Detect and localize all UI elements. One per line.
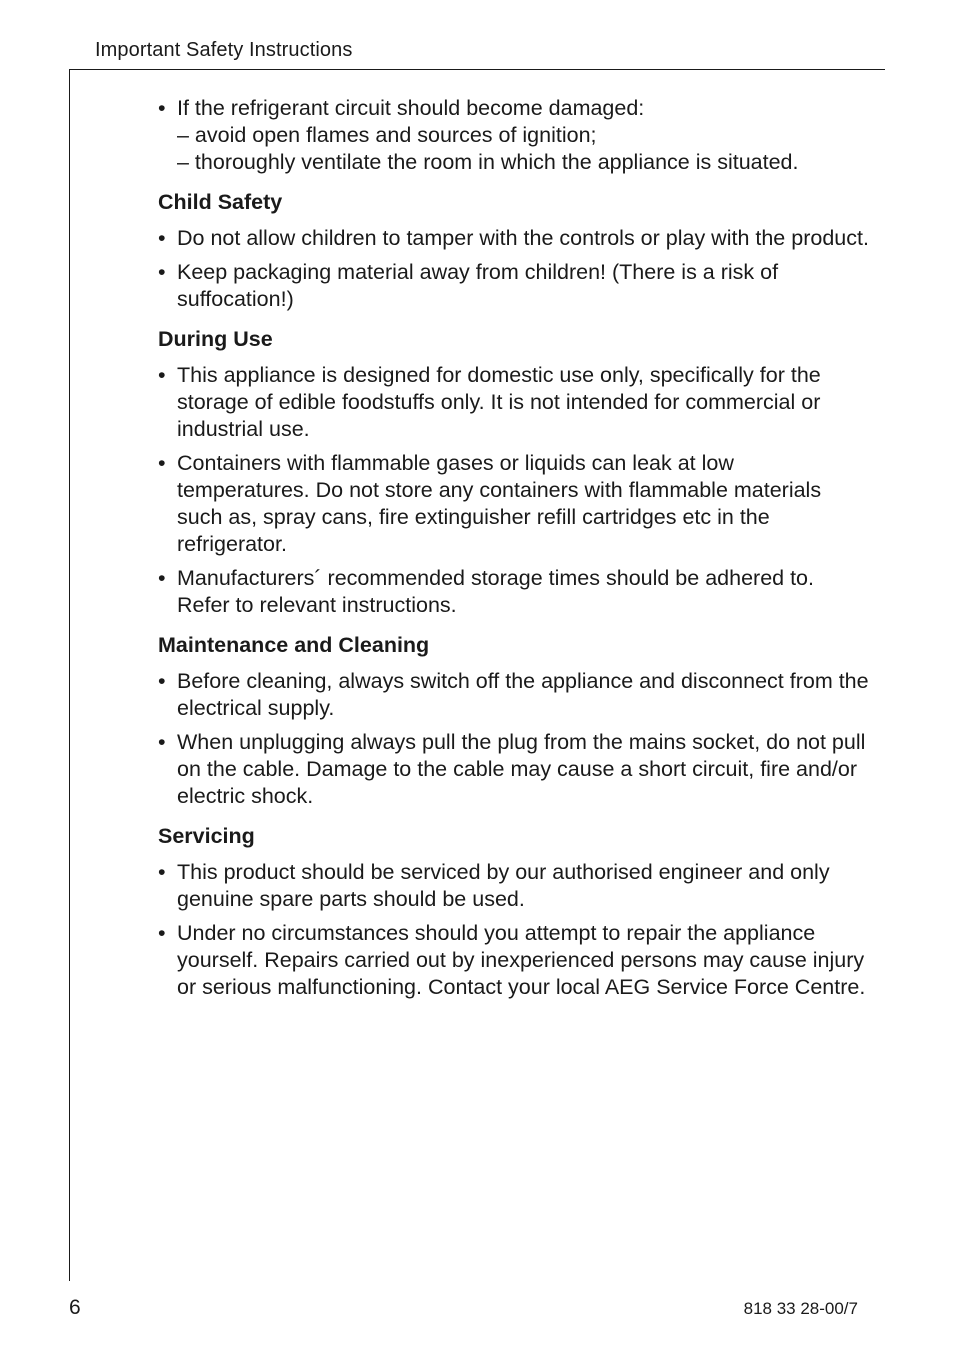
list-item [158,225,870,252]
list-item [158,259,870,313]
list-item [158,362,870,443]
bullet-glyph: • [158,730,166,754]
bullet-glyph: • [158,96,166,120]
bullet-glyph: • [158,226,166,250]
list-item-text: Manufacturers´ recommended storage times should be adhered to. Refer to relevant instructions. [177,566,814,617]
bullet-glyph: • [158,363,166,387]
document-code: 818 33 28-00/7 [743,1299,858,1318]
bullet-glyph: • [158,860,166,884]
margin-rule [69,69,70,1281]
list-item-text: Before cleaning, always switch off the appliance and disconnect from the electrical supply. [177,669,869,720]
list-item-text: Do not allow children to tamper with the controls or play with the product. [177,226,869,250]
refrigerant-warning [158,95,870,176]
list-item-text: When unplugging always pull the plug from the mains socket, do not pull on the cable. Damage to the cable may cause a short circuit, fire and/or electric shock. [177,730,866,808]
list-item [158,565,870,619]
page-number: 6 [69,1296,81,1319]
list-item [158,920,870,1001]
bullet-line: – avoid open flames and sources of ignition; [177,123,597,147]
header-rule [69,69,885,70]
list-item-text: Under no circumstances should you attempt to repair the appliance yourself. Repairs carried out by inexperienced persons may cause injury or serious malfunctioning. Contact your local AEG Service Force Centre. [177,921,866,999]
bullet-glyph: • [158,669,166,693]
running-header: Important Safety Instructions [95,39,353,61]
bullet-line: – thoroughly ventilate the room in which the appliance is situated. [177,150,799,174]
bullet-glyph: • [158,921,166,945]
list-item-text: This product should be serviced by our authorised engineer and only genuine spare parts should be used. [177,860,830,911]
page-body [158,95,870,1008]
list-item [158,668,870,722]
list-item [158,729,870,810]
section-heading-maintenance: Maintenance and Cleaning [158,633,430,657]
list-item-text: Keep packaging material away from children! (There is a risk of suffocation!) [177,260,779,311]
list-item-text: Containers with flammable gases or liquids can leak at low temperatures. Do not store any containers with flammable materials such as, spray cans, fire extinguisher refill cartridges etc in the refrigerator. [177,451,822,556]
bullet-line: If the refrigerant circuit should become damaged: [177,96,645,120]
list-item-text: This appliance is designed for domestic use only, specifically for the storage of edible foodstuffs only. It is not intended for commercial or industrial use. [177,363,821,441]
list-item [158,450,870,558]
list-item [158,859,870,913]
bullet-glyph: • [158,566,166,590]
bullet-glyph: • [158,260,166,284]
section-heading-child-safety: Child Safety [158,190,283,214]
section-heading-during-use: During Use [158,327,273,351]
bullet-glyph: • [158,451,166,475]
section-heading-servicing: Servicing [158,824,255,848]
